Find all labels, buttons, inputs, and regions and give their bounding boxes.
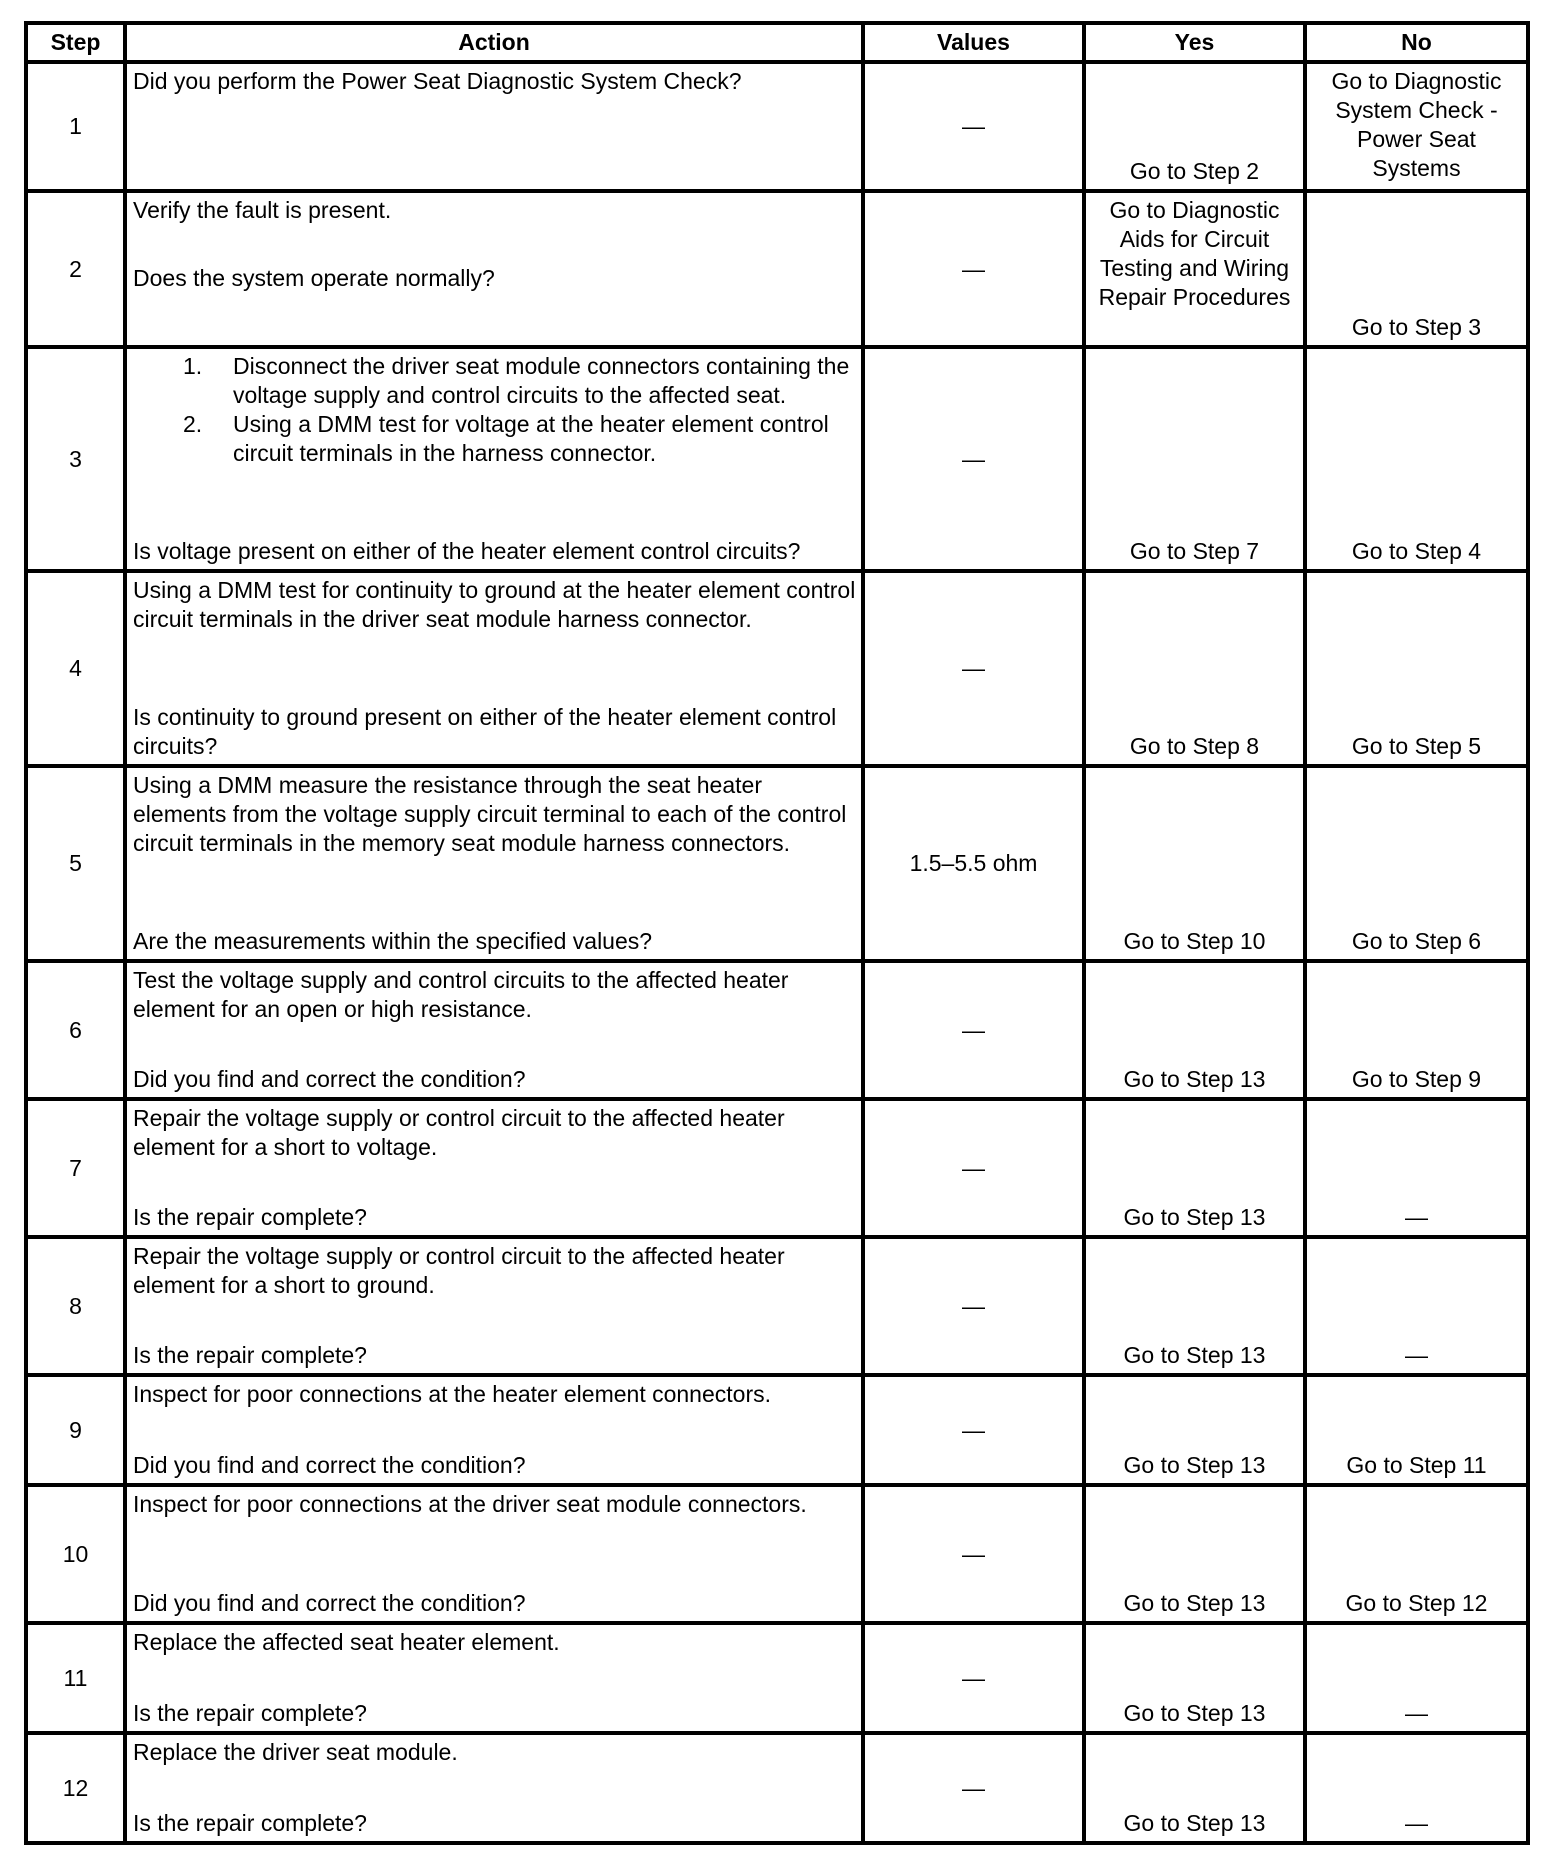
yes-text: Go to Step 13: [1123, 1342, 1266, 1368]
step-number: 6: [26, 961, 125, 1099]
no-cell: [1305, 62, 1528, 191]
yes-cell: [1084, 766, 1305, 961]
action-cell: [125, 1733, 863, 1843]
no-text: Go to Step 5: [1351, 733, 1482, 759]
action-list-item: Disconnect the driver seat module connectors containing the voltage supply and control circuits to the affected seat.: [233, 353, 850, 408]
action-cell: [125, 62, 863, 191]
action-text: Repair the voltage supply or control circuit to the affected heater element for a short to voltage.: [133, 1105, 785, 1160]
yes-cell: [1084, 571, 1305, 766]
step-number: 5: [26, 766, 125, 961]
action-cell: [125, 191, 863, 347]
values-cell: —: [863, 1485, 1084, 1623]
yes-text: Go to Step 7: [1129, 538, 1260, 564]
values-cell: —: [863, 961, 1084, 1099]
no-cell: [1305, 571, 1528, 766]
action-cell: [125, 1099, 863, 1237]
no-cell: [1305, 766, 1528, 961]
yes-cell: [1084, 347, 1305, 571]
yes-text: Go to Step 13: [1123, 1810, 1266, 1836]
header-no: No: [1305, 23, 1528, 62]
header-yes: Yes: [1084, 23, 1305, 62]
no-cell: [1305, 1485, 1528, 1623]
action-text: Replace the affected seat heater element.: [133, 1629, 560, 1655]
no-cell: [1305, 1375, 1528, 1485]
no-cell: [1305, 347, 1528, 571]
yes-cell: [1084, 1375, 1305, 1485]
yes-cell: [1084, 1733, 1305, 1843]
values-cell: —: [863, 1623, 1084, 1733]
header-step: Step: [26, 23, 125, 62]
values-cell: —: [863, 191, 1084, 347]
action-cell: [125, 1375, 863, 1485]
action-question: Is voltage present on either of the heater element control circuits?: [133, 538, 801, 564]
no-text: Go to Step 11: [1346, 1452, 1487, 1478]
action-question: Is the repair complete?: [133, 1700, 367, 1726]
action-question: Are the measurements within the specified values?: [133, 928, 653, 954]
no-text: Go to Step 9: [1351, 1066, 1482, 1092]
table-row: [26, 571, 1528, 766]
no-text: —: [1405, 1810, 1428, 1836]
action-question: Is the repair complete?: [133, 1810, 367, 1836]
action-text: Test the voltage supply and control circuits to the affected heater element for an open or high resistance.: [133, 967, 789, 1022]
table-row: [26, 1099, 1528, 1237]
action-text: Did you perform the Power Seat Diagnostic System Check?: [133, 68, 742, 94]
step-number: 8: [26, 1237, 125, 1375]
table-row: [26, 1237, 1528, 1375]
yes-text: Go to Step 13: [1123, 1700, 1266, 1726]
yes-text: Go to Step 8: [1129, 733, 1260, 759]
values-cell: —: [863, 62, 1084, 191]
header-row: [26, 23, 1528, 62]
table-row: [26, 62, 1528, 191]
action-question: Did you find and correct the condition?: [133, 1452, 526, 1478]
values-cell: —: [863, 347, 1084, 571]
yes-text: Go to Step 10: [1123, 928, 1266, 954]
action-question: Does the system operate normally?: [133, 265, 495, 291]
no-text: —: [1405, 1204, 1428, 1230]
yes-cell: [1084, 62, 1305, 191]
no-text: Go to Step 4: [1351, 538, 1482, 564]
header-values: Values: [863, 23, 1084, 62]
header-action: Action: [125, 23, 863, 62]
action-cell: [125, 571, 863, 766]
action-question: Did you find and correct the condition?: [133, 1066, 526, 1092]
no-text: —: [1405, 1342, 1428, 1368]
no-text: —: [1405, 1700, 1428, 1726]
action-cell: [125, 1623, 863, 1733]
action-text: Using a DMM measure the resistance through the seat heater elements from the voltage supply circuit terminal to each of the control circuit terminals in the memory seat module harness connectors.: [133, 772, 847, 856]
action-text: Inspect for poor connections at the driver seat module connectors.: [133, 1491, 807, 1517]
diagnostic-table: [24, 21, 1530, 1845]
no-cell: [1305, 1099, 1528, 1237]
step-number: 7: [26, 1099, 125, 1237]
values-cell: —: [863, 1733, 1084, 1843]
values-cell: 1.5–5.5 ohm: [863, 766, 1084, 961]
table-row: [26, 347, 1528, 571]
action-text: Verify the fault is present.: [133, 197, 392, 223]
table-row: [26, 1375, 1528, 1485]
table-row: [26, 961, 1528, 1099]
yes-text: Go to Step 13: [1123, 1204, 1266, 1230]
yes-text: Go to Step 13: [1123, 1066, 1266, 1092]
table-row: [26, 1733, 1528, 1843]
step-number: 9: [26, 1375, 125, 1485]
no-cell: [1305, 191, 1528, 347]
step-number: 3: [26, 347, 125, 571]
step-number: 10: [26, 1485, 125, 1623]
yes-cell: [1084, 961, 1305, 1099]
table-row: [26, 766, 1528, 961]
action-cell: [125, 1485, 863, 1623]
action-text: Inspect for poor connections at the heater element connectors.: [133, 1381, 771, 1407]
values-cell: —: [863, 1375, 1084, 1485]
action-text: Using a DMM test for continuity to ground at the heater element control circuit terminals in the driver seat module harness connector.: [133, 577, 856, 632]
no-cell: [1305, 1733, 1528, 1843]
yes-text: Go to Step 13: [1123, 1590, 1266, 1616]
no-text: Go to Step 12: [1345, 1590, 1488, 1616]
no-text: Go to Diagnostic System Check - Power Seat Systems: [1331, 68, 1502, 181]
action-cell: [125, 347, 863, 571]
step-number: 11: [26, 1623, 125, 1733]
action-text: Replace the driver seat module.: [133, 1739, 458, 1765]
no-cell: [1305, 1237, 1528, 1375]
action-list: [133, 352, 857, 468]
table-row: [26, 1485, 1528, 1623]
values-cell: —: [863, 1099, 1084, 1237]
yes-text: Go to Step 13: [1123, 1452, 1266, 1478]
step-number: 12: [26, 1733, 125, 1843]
action-question: Did you find and correct the condition?: [133, 1590, 526, 1616]
yes-cell: [1084, 1237, 1305, 1375]
yes-cell: [1084, 1485, 1305, 1623]
no-text: Go to Step 3: [1351, 314, 1482, 340]
table-row: [26, 1623, 1528, 1733]
no-cell: [1305, 961, 1528, 1099]
yes-text: Go to Diagnostic Aids for Circuit Testing and Wiring Repair Procedures: [1098, 197, 1291, 310]
action-cell: [125, 766, 863, 961]
action-list-item: Using a DMM test for voltage at the heater element control circuit terminals in the harness connector.: [233, 411, 829, 466]
action-question: Is continuity to ground present on either of the heater element control circuits?: [133, 704, 837, 759]
action-question: Is the repair complete?: [133, 1204, 367, 1230]
step-number: 1: [26, 62, 125, 191]
yes-text: Go to Step 2: [1129, 158, 1260, 184]
action-cell: [125, 961, 863, 1099]
no-text: Go to Step 6: [1351, 928, 1482, 954]
yes-cell: [1084, 1623, 1305, 1733]
action-cell: [125, 1237, 863, 1375]
yes-cell: [1084, 1099, 1305, 1237]
no-cell: [1305, 1623, 1528, 1733]
yes-cell: [1084, 191, 1305, 347]
step-number: 4: [26, 571, 125, 766]
action-question: Is the repair complete?: [133, 1342, 367, 1368]
table-row: [26, 191, 1528, 347]
action-text: Repair the voltage supply or control circuit to the affected heater element for a short to ground.: [133, 1243, 785, 1298]
values-cell: —: [863, 1237, 1084, 1375]
step-number: 2: [26, 191, 125, 347]
values-cell: —: [863, 571, 1084, 766]
